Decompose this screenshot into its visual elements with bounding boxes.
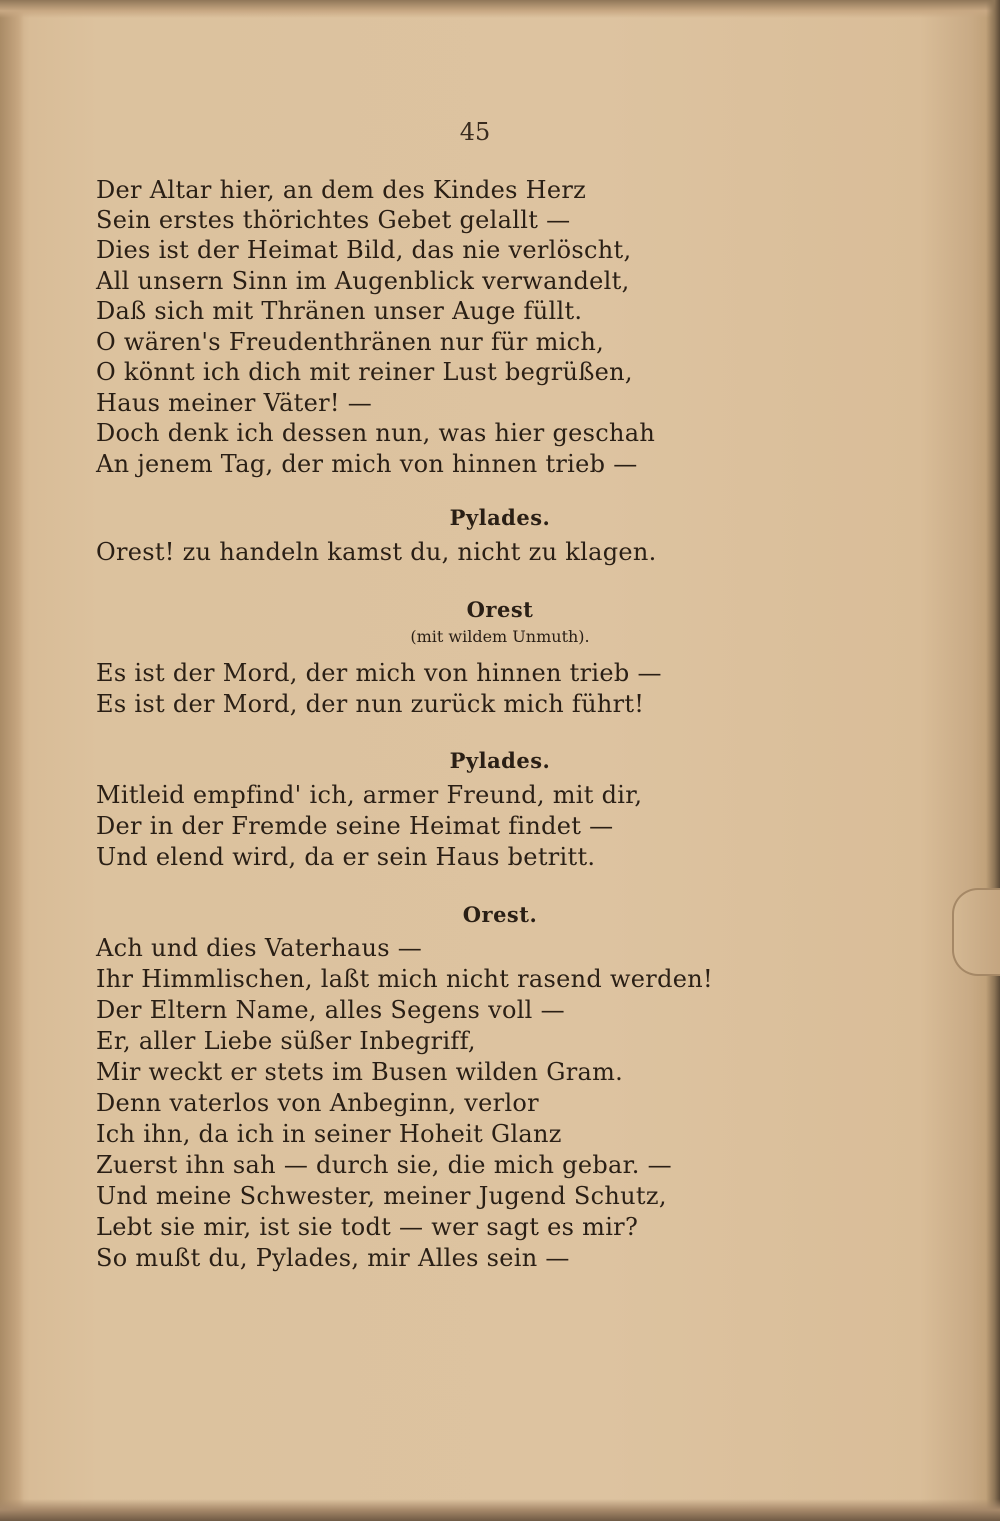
verse-line: Mir weckt er stets im Busen wilden Gram. (96, 1058, 624, 1086)
speaker-name: Pylades. (449, 505, 551, 530)
verse-line: Zuerst ihn sah — durch sie, die mich gebar. — (96, 1151, 672, 1179)
verse-line: All unsern Sinn im Augenblick verwandelt, (96, 267, 630, 295)
verse-line: Lebt sie mir, ist sie todt — wer sagt es mir? (96, 1213, 639, 1241)
verse-line: Der Eltern Name, alles Segens voll — (96, 996, 565, 1024)
verse-line: So mußt du, Pylades, mir Alles sein — (96, 1244, 570, 1272)
verse-line: Haus meiner Väter! — (96, 389, 373, 417)
page-number: 45 (459, 118, 491, 146)
top-edge (0, 0, 1000, 18)
verse-line: Ihr Himmlischen, laßt mich nicht rasend werden! (96, 965, 713, 993)
speaker-name: Orest. (462, 902, 538, 927)
verse-line: Orest! zu handeln kamst du, nicht zu klagen. (96, 538, 657, 566)
verse-line: Es ist der Mord, der nun zurück mich führt! (96, 690, 645, 718)
verse-line: Es ist der Mord, der mich von hinnen trieb — (96, 659, 662, 687)
verse-line: Er, aller Liebe süßer Inbegriff, (96, 1027, 476, 1055)
verse-line: Ich ihn, da ich in seiner Hoheit Glanz (96, 1120, 562, 1148)
verse-line: Ach und dies Vaterhaus — (96, 934, 423, 962)
speaker-name: Orest (466, 597, 534, 622)
verse-line: Der in der Fremde seine Heimat findet — (96, 812, 614, 840)
stage-direction: (mit wildem Unmuth). (410, 627, 590, 646)
verse-line: Dies ist der Heimat Bild, das nie verlöscht, (96, 236, 632, 264)
verse-line: O wären's Freudenthränen nur für mich, (96, 328, 605, 356)
verse-line: Mitleid empfind' ich, armer Freund, mit dir, (96, 781, 643, 809)
verse-line: Doch denk ich dessen nun, was hier geschah (96, 419, 656, 447)
verse-line: Und meine Schwester, meiner Jugend Schutz, (96, 1182, 667, 1210)
verse-line: Der Altar hier, an dem des Kindes Herz (96, 176, 587, 204)
speaker-name: Pylades. (449, 748, 551, 773)
verse-line: Sein erstes thörichtes Gebet gelallt — (96, 206, 571, 234)
verse-line: Daß sich mit Thränen unser Auge füllt. (96, 297, 583, 325)
verse-line: O könnt ich dich mit reiner Lust begrüßen, (96, 358, 633, 386)
verse-line: Und elend wird, da er sein Haus betritt. (96, 843, 596, 871)
verse-line: An jenem Tag, der mich von hinnen trieb — (96, 450, 638, 478)
verse-line: Denn vaterlos von Anbeginn, verlor (96, 1089, 539, 1117)
bottom-edge (0, 1499, 1000, 1521)
